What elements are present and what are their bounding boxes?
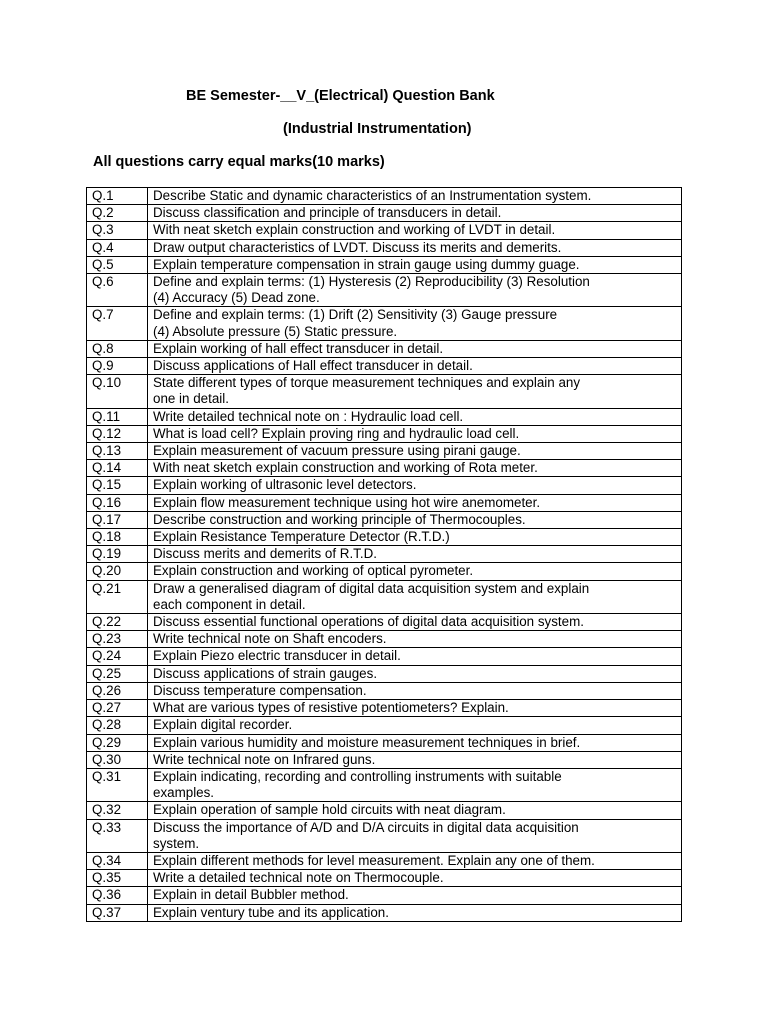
question-number: Q.31 bbox=[87, 768, 148, 801]
question-table bbox=[86, 187, 682, 922]
question-text: Explain in detail Bubbler method. bbox=[148, 887, 682, 904]
table-row bbox=[87, 802, 682, 819]
table-row bbox=[87, 887, 682, 904]
table-row bbox=[87, 852, 682, 869]
table-row bbox=[87, 443, 682, 460]
question-number: Q.21 bbox=[87, 580, 148, 613]
table-row bbox=[87, 340, 682, 357]
question-text: Explain ventury tube and its application. bbox=[148, 904, 682, 921]
question-number: Q.32 bbox=[87, 802, 148, 819]
question-number: Q.27 bbox=[87, 700, 148, 717]
question-number: Q.5 bbox=[87, 256, 148, 273]
question-number: Q.10 bbox=[87, 375, 148, 408]
table-row bbox=[87, 425, 682, 442]
table-row bbox=[87, 477, 682, 494]
table-row bbox=[87, 768, 682, 801]
table-row bbox=[87, 239, 682, 256]
question-number: Q.1 bbox=[87, 188, 148, 205]
question-number: Q.6 bbox=[87, 274, 148, 307]
table-row bbox=[87, 222, 682, 239]
table-row bbox=[87, 307, 682, 340]
question-text: Draw output characteristics of LVDT. Discuss its merits and demerits. bbox=[148, 239, 682, 256]
question-number: Q.9 bbox=[87, 358, 148, 375]
table-row bbox=[87, 734, 682, 751]
question-text: Explain construction and working of optical pyrometer. bbox=[148, 563, 682, 580]
question-text: Explain indicating, recording and controlling instruments with suitable examples. bbox=[148, 768, 682, 801]
table-row bbox=[87, 665, 682, 682]
question-text: Describe Static and dynamic characteristics of an Instrumentation system. bbox=[148, 188, 682, 205]
question-text: Define and explain terms: (1) Hysteresis (2) Reproducibility (3) Resolution (4) Accuracy (5) Dead zone. bbox=[148, 274, 682, 307]
question-text: Explain various humidity and moisture measurement techniques in brief. bbox=[148, 734, 682, 751]
question-number: Q.26 bbox=[87, 682, 148, 699]
question-number: Q.25 bbox=[87, 665, 148, 682]
table-row bbox=[87, 563, 682, 580]
question-number: Q.17 bbox=[87, 511, 148, 528]
table-row bbox=[87, 717, 682, 734]
question-text: What is load cell? Explain proving ring and hydraulic load cell. bbox=[148, 425, 682, 442]
question-text: Explain measurement of vacuum pressure using pirani gauge. bbox=[148, 443, 682, 460]
question-text: Explain Resistance Temperature Detector (R.T.D.) bbox=[148, 529, 682, 546]
question-number: Q.8 bbox=[87, 340, 148, 357]
question-table-body bbox=[87, 188, 682, 922]
table-row bbox=[87, 256, 682, 273]
question-number: Q.14 bbox=[87, 460, 148, 477]
question-number: Q.18 bbox=[87, 529, 148, 546]
question-text: Discuss merits and demerits of R.T.D. bbox=[148, 546, 682, 563]
table-row bbox=[87, 274, 682, 307]
question-text: Discuss the importance of A/D and D/A circuits in digital data acquisition system. bbox=[148, 819, 682, 852]
question-number: Q.15 bbox=[87, 477, 148, 494]
table-row bbox=[87, 700, 682, 717]
table-row bbox=[87, 682, 682, 699]
table-row bbox=[87, 870, 682, 887]
question-number: Q.23 bbox=[87, 631, 148, 648]
question-text: Explain flow measurement technique using hot wire anemometer. bbox=[148, 494, 682, 511]
table-row bbox=[87, 205, 682, 222]
question-number: Q.16 bbox=[87, 494, 148, 511]
question-text: Write technical note on Shaft encoders. bbox=[148, 631, 682, 648]
question-text: Explain digital recorder. bbox=[148, 717, 682, 734]
question-text: With neat sketch explain construction and working of Rota meter. bbox=[148, 460, 682, 477]
table-row bbox=[87, 904, 682, 921]
question-text: Discuss classification and principle of transducers in detail. bbox=[148, 205, 682, 222]
question-number: Q.30 bbox=[87, 751, 148, 768]
question-text: Write detailed technical note on : Hydraulic load cell. bbox=[148, 408, 682, 425]
question-text: Discuss applications of strain gauges. bbox=[148, 665, 682, 682]
table-row bbox=[87, 529, 682, 546]
table-row bbox=[87, 460, 682, 477]
question-text: State different types of torque measurement techniques and explain any one in detail. bbox=[148, 375, 682, 408]
table-row bbox=[87, 408, 682, 425]
subject-title: (Industrial Instrumentation) bbox=[283, 121, 472, 137]
question-text: What are various types of resistive potentiometers? Explain. bbox=[148, 700, 682, 717]
table-row bbox=[87, 494, 682, 511]
table-row bbox=[87, 375, 682, 408]
question-text: Discuss applications of Hall effect transducer in detail. bbox=[148, 358, 682, 375]
question-number: Q.34 bbox=[87, 852, 148, 869]
question-text: Discuss essential functional operations of digital data acquisition system. bbox=[148, 614, 682, 631]
question-number: Q.22 bbox=[87, 614, 148, 631]
question-number: Q.11 bbox=[87, 408, 148, 425]
question-number: Q.7 bbox=[87, 307, 148, 340]
question-number: Q.2 bbox=[87, 205, 148, 222]
table-row bbox=[87, 188, 682, 205]
table-row bbox=[87, 546, 682, 563]
question-text: Write technical note on Infrared guns. bbox=[148, 751, 682, 768]
table-row bbox=[87, 580, 682, 613]
question-text: Explain different methods for level measurement. Explain any one of them. bbox=[148, 852, 682, 869]
question-number: Q.3 bbox=[87, 222, 148, 239]
table-row bbox=[87, 614, 682, 631]
question-number: Q.29 bbox=[87, 734, 148, 751]
table-row bbox=[87, 819, 682, 852]
question-number: Q.36 bbox=[87, 887, 148, 904]
table-row bbox=[87, 751, 682, 768]
question-number: Q.4 bbox=[87, 239, 148, 256]
document-title: BE Semester-__V_(Electrical) Question Bank bbox=[186, 88, 495, 104]
table-row bbox=[87, 358, 682, 375]
question-number: Q.24 bbox=[87, 648, 148, 665]
question-text: Define and explain terms: (1) Drift (2) Sensitivity (3) Gauge pressure (4) Absolute pressure (5) Static pressure. bbox=[148, 307, 682, 340]
table-row bbox=[87, 648, 682, 665]
question-number: Q.19 bbox=[87, 546, 148, 563]
question-text: Explain temperature compensation in strain gauge using dummy guage. bbox=[148, 256, 682, 273]
marks-note: All questions carry equal marks(10 marks) bbox=[93, 154, 385, 170]
question-number: Q.20 bbox=[87, 563, 148, 580]
question-text: Explain working of ultrasonic level detectors. bbox=[148, 477, 682, 494]
question-text: Draw a generalised diagram of digital data acquisition system and explain each component in detail. bbox=[148, 580, 682, 613]
question-number: Q.12 bbox=[87, 425, 148, 442]
question-text: Describe construction and working principle of Thermocouples. bbox=[148, 511, 682, 528]
question-text: With neat sketch explain construction and working of LVDT in detail. bbox=[148, 222, 682, 239]
question-text: Write a detailed technical note on Thermocouple. bbox=[148, 870, 682, 887]
question-number: Q.13 bbox=[87, 443, 148, 460]
table-row bbox=[87, 631, 682, 648]
question-text: Discuss temperature compensation. bbox=[148, 682, 682, 699]
question-number: Q.35 bbox=[87, 870, 148, 887]
question-text: Explain Piezo electric transducer in detail. bbox=[148, 648, 682, 665]
question-text: Explain operation of sample hold circuits with neat diagram. bbox=[148, 802, 682, 819]
question-text: Explain working of hall effect transducer in detail. bbox=[148, 340, 682, 357]
question-number: Q.37 bbox=[87, 904, 148, 921]
question-number: Q.33 bbox=[87, 819, 148, 852]
question-number: Q.28 bbox=[87, 717, 148, 734]
table-row bbox=[87, 511, 682, 528]
